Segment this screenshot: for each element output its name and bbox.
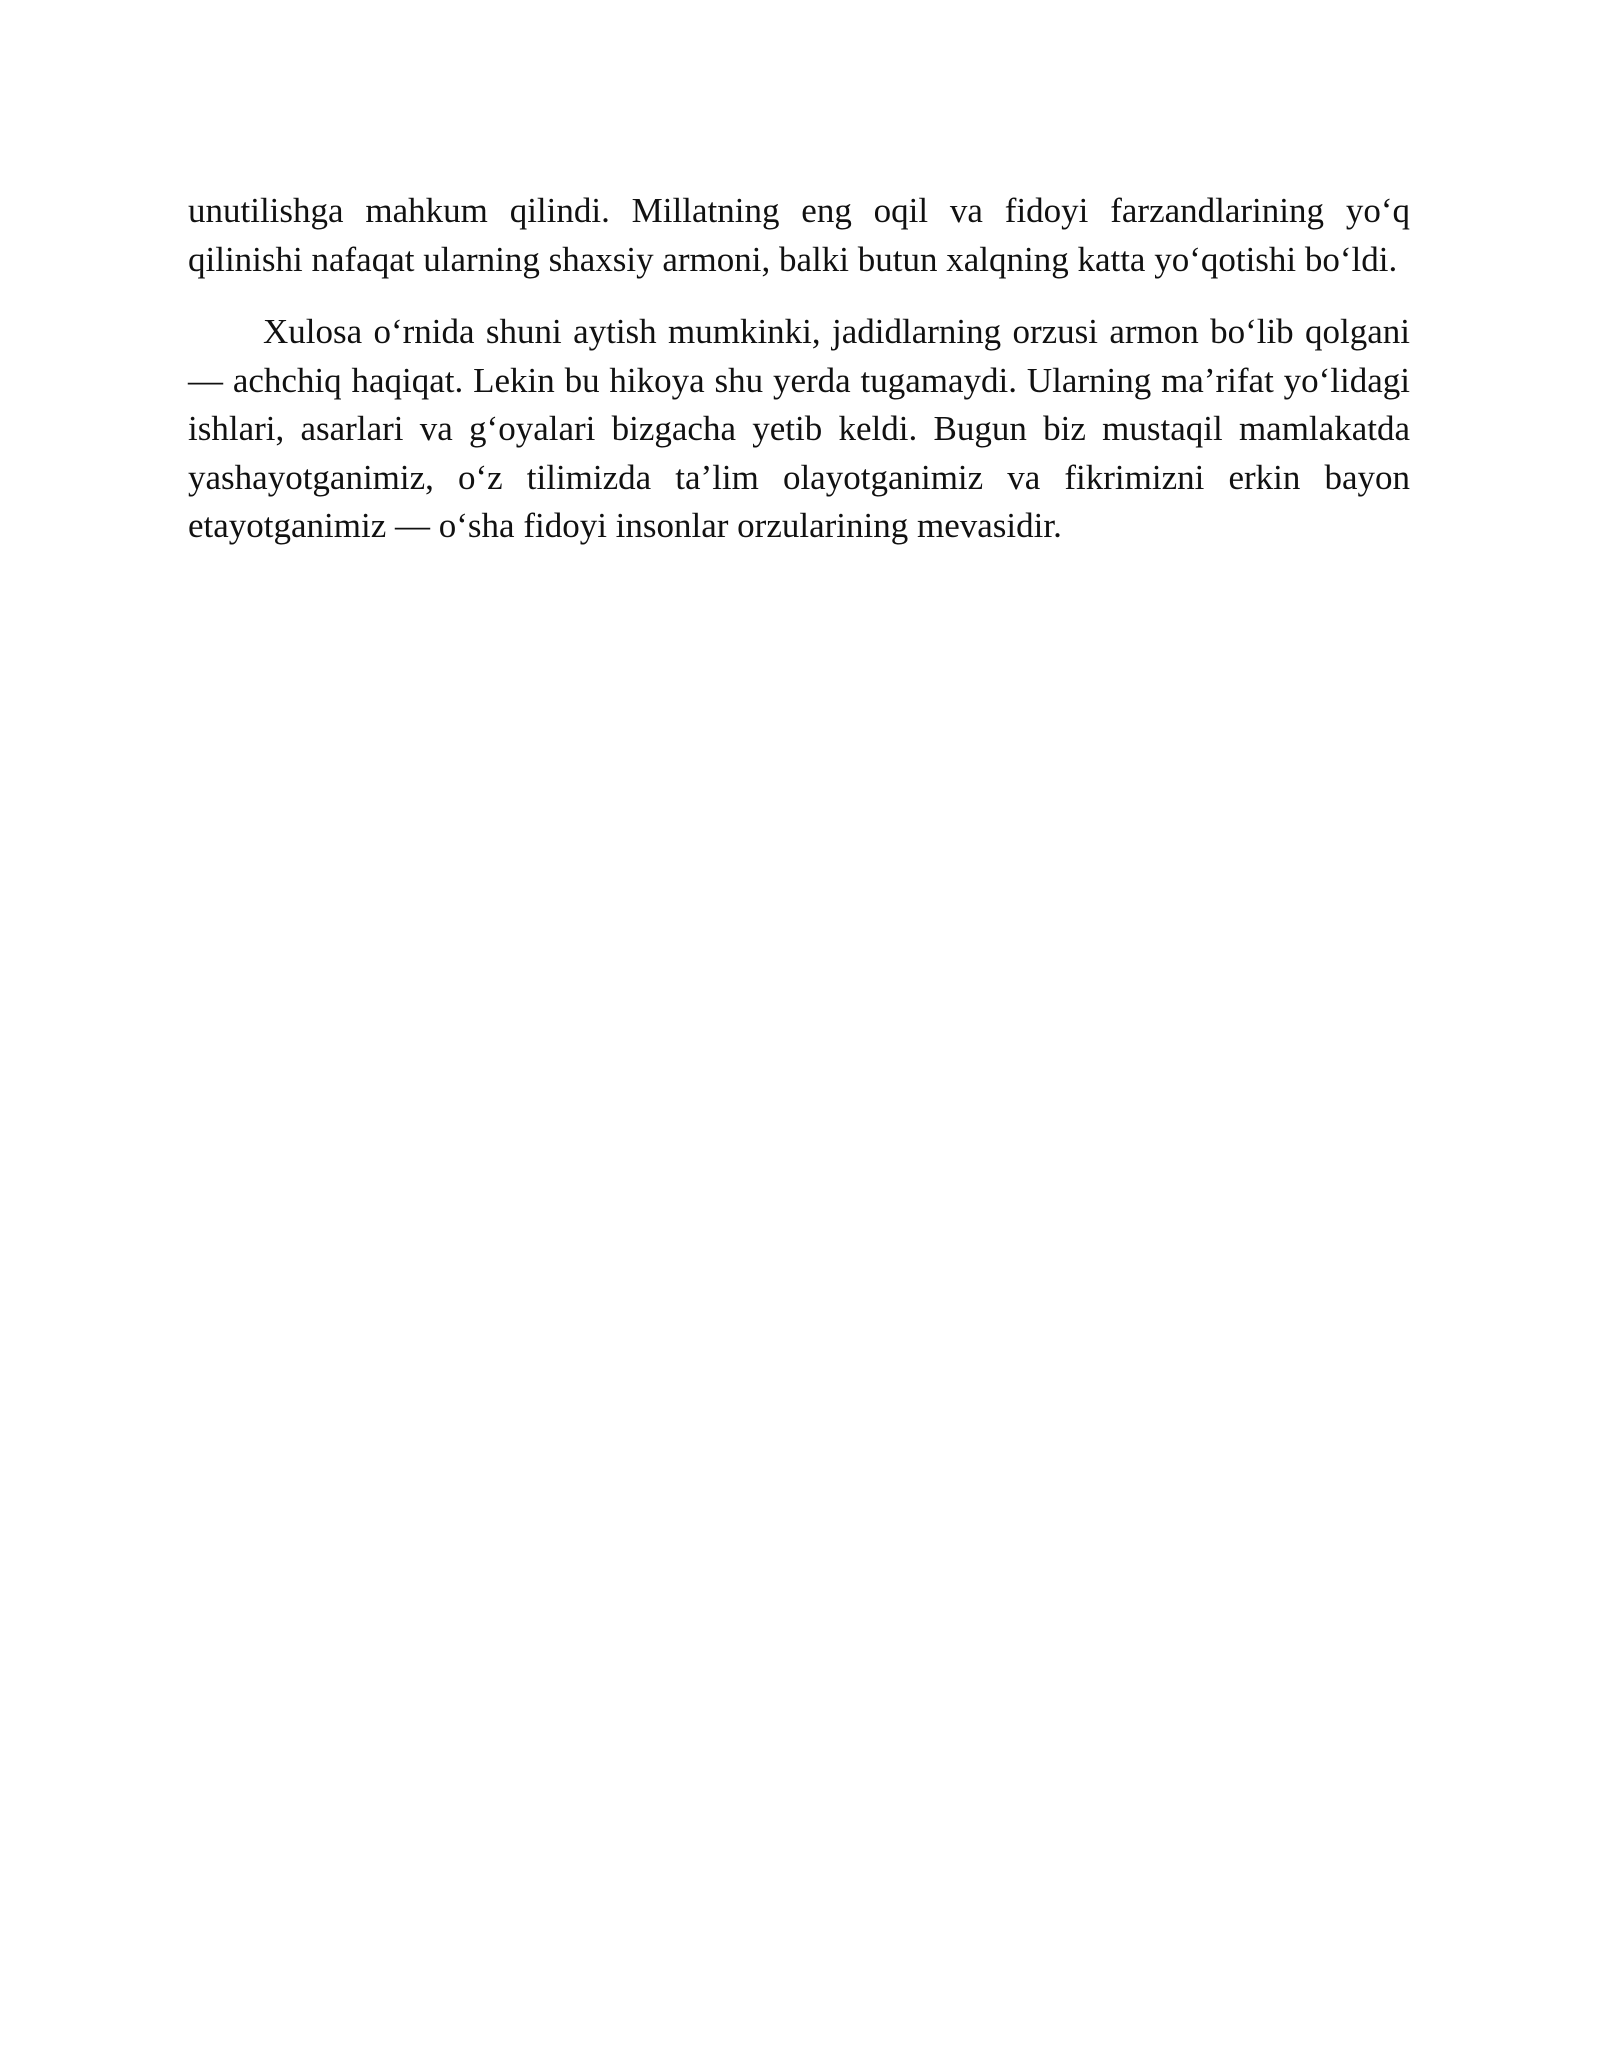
paragraph-continuation: unutilishga mahkum qilindi. Millatning eng oqil va fidoyi farzandlarining yo‘q qilinishi nafaqat ularning shaxsiy armoni, balki butun xalqning katta yo‘qotishi bo‘ldi. [188,191,1410,279]
document-body [188,187,1410,551]
paragraph-conclusion: Xulosa o‘rnida shuni aytish mumkinki, jadidlarning orzusi armon bo‘lib qolgani — achchiq haqiqat. Lekin bu hikoya shu yerda tugamaydi. Ularning ma’rifat yo‘lidagi ishlari, asarlari va g‘oyalari bizgacha yetib keldi. Bugun biz mustaqil mamlakatda yashayotganimiz, o‘z tilimizda ta’lim olayotganimiz va fikrimizni erkin bayon etayotganimiz — o‘sha fidoyi insonlar orzularining mevasidir. [188,312,1410,545]
